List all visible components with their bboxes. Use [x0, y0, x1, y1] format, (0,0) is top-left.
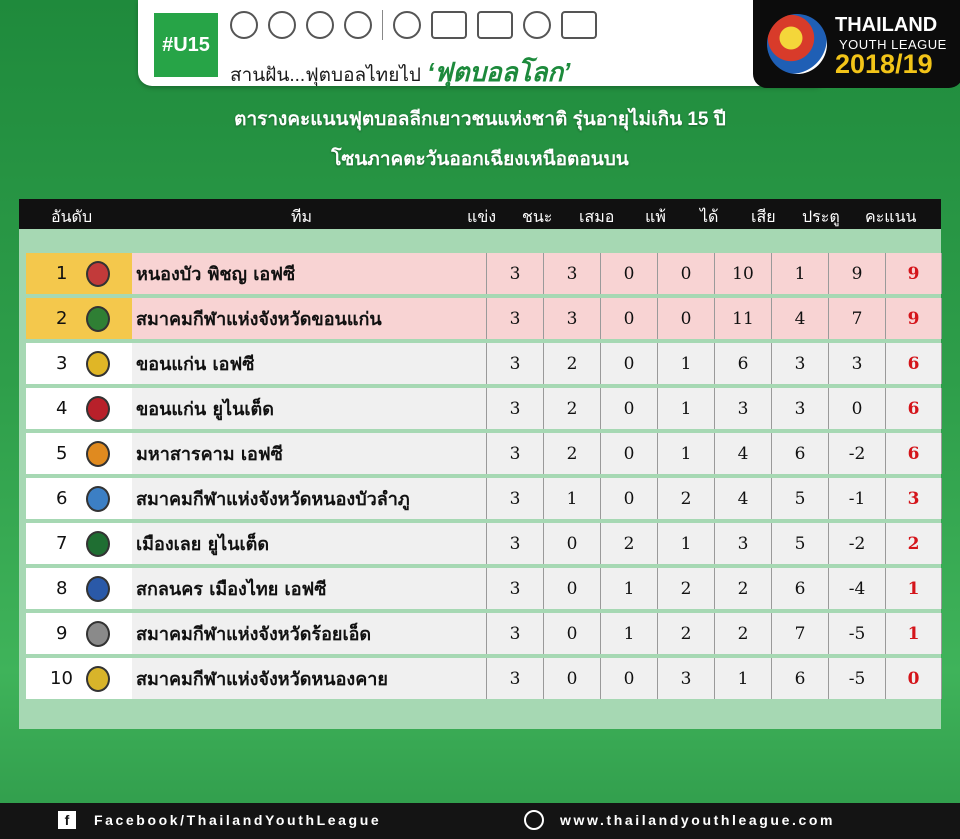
rank-cell: 1: [56, 263, 68, 284]
cell-goal-diff: -5: [828, 658, 885, 699]
cell-won: 0: [543, 568, 600, 609]
cell-won: 2: [543, 343, 600, 384]
cell-goals-for: 3: [714, 388, 771, 429]
rank-cell: 6: [56, 488, 68, 509]
page-subtitle: โซนภาคตะวันออกเฉียงเหนือตอนบน: [331, 149, 629, 170]
rank-cell: 10: [50, 668, 73, 689]
table-row: [26, 568, 941, 609]
cell-goal-diff: -2: [828, 433, 885, 474]
cell-goal-diff: -1: [828, 478, 885, 519]
team-crest-icon: [86, 441, 110, 467]
cell-points: 1: [885, 613, 942, 654]
table-row: [26, 478, 941, 519]
t-sports-icon: [477, 11, 513, 39]
cell-goals-against: 6: [771, 658, 828, 699]
team-crest-icon: [86, 486, 110, 512]
cell-played: 3: [486, 478, 543, 519]
team-name: ขอนแก่น ยูไนเต็ด: [132, 388, 486, 429]
divider: [382, 10, 383, 40]
website-link[interactable]: www.thailandyouthleague.com: [560, 812, 836, 828]
cell-drawn: 0: [600, 388, 657, 429]
team-crest-icon: [86, 576, 110, 602]
cell-lost: 2: [657, 568, 714, 609]
team-name: สมาคมกีฬาแห่งจังหวัดหนองบัวลำภู: [132, 478, 486, 519]
cell-drawn: 1: [600, 613, 657, 654]
cell-goals-against: 6: [771, 433, 828, 474]
col-played: แข่ง: [467, 209, 497, 226]
cell-points: 9: [885, 253, 942, 294]
cell-goals-for: 2: [714, 613, 771, 654]
cell-lost: 3: [657, 658, 714, 699]
cell-goals-for: 4: [714, 478, 771, 519]
cell-lost: 2: [657, 478, 714, 519]
page-title: ตารางคะแนนฟุตบอลลีกเยาวชนแห่งชาติ รุ่นอายุไม่เกิน 15 ปี: [234, 109, 726, 130]
table-row: [26, 658, 941, 699]
cell-goals-against: 7: [771, 613, 828, 654]
cell-points: 6: [885, 433, 942, 474]
team-crest-icon: [86, 306, 110, 332]
cell-goal-diff: 7: [828, 298, 885, 339]
league-season: 2018/19: [835, 49, 933, 79]
cell-goals-for: 10: [714, 253, 771, 294]
rank-cell: 3: [56, 353, 68, 374]
cell-lost: 1: [657, 343, 714, 384]
cell-goals-against: 5: [771, 478, 828, 519]
table-row: [26, 613, 941, 654]
table-row: [26, 343, 941, 384]
league-name-line2: YOUTH LEAGUE: [839, 37, 947, 52]
cell-drawn: 0: [600, 253, 657, 294]
cell-points: 9: [885, 298, 942, 339]
rank-cell: 9: [56, 623, 68, 644]
cell-goal-diff: 3: [828, 343, 885, 384]
cell-goals-for: 6: [714, 343, 771, 384]
table-row: [26, 433, 941, 474]
team-crest-icon: [86, 351, 110, 377]
team-crest-icon: [86, 261, 110, 287]
standings-header: [19, 199, 941, 229]
cell-lost: 2: [657, 613, 714, 654]
cell-won: 0: [543, 613, 600, 654]
cell-goals-for: 1: [714, 658, 771, 699]
cell-played: 3: [486, 523, 543, 564]
cell-goal-diff: 9: [828, 253, 885, 294]
team-name: สมาคมกีฬาแห่งจังหวัดร้อยเอ็ด: [132, 613, 486, 654]
rank-cell: 8: [56, 578, 68, 599]
team-crest-icon: [86, 666, 110, 692]
cell-drawn: 0: [600, 478, 657, 519]
fat-seal-icon: [230, 11, 258, 39]
header-banner: [138, 0, 947, 87]
cell-goals-for: 3: [714, 523, 771, 564]
cell-won: 2: [543, 388, 600, 429]
cell-points: 0: [885, 658, 942, 699]
seal-icon: [344, 11, 372, 39]
cell-played: 3: [486, 343, 543, 384]
table-row: [26, 253, 941, 294]
table-row: [26, 523, 941, 564]
cell-won: 0: [543, 523, 600, 564]
team-name: เมืองเลย ยูไนเต็ด: [132, 523, 486, 564]
nsdf-icon: [393, 11, 421, 39]
table-row: [26, 388, 941, 429]
cell-won: 3: [543, 253, 600, 294]
cell-lost: 1: [657, 523, 714, 564]
cell-goal-diff: -2: [828, 523, 885, 564]
col-lost: แพ้: [645, 209, 666, 226]
cell-points: 6: [885, 343, 942, 384]
cell-played: 3: [486, 433, 543, 474]
league-logo-block: [753, 0, 960, 88]
cell-won: 1: [543, 478, 600, 519]
rank-cell: 2: [56, 308, 68, 329]
col-won: ชนะ: [522, 209, 553, 226]
cell-points: 3: [885, 478, 942, 519]
cell-played: 3: [486, 568, 543, 609]
cell-won: 0: [543, 658, 600, 699]
cell-goals-against: 3: [771, 343, 828, 384]
cell-points: 6: [885, 388, 942, 429]
team-name: มหาสารคาม เอฟซี: [132, 433, 486, 474]
team-crest-icon: [86, 396, 110, 422]
cell-won: 2: [543, 433, 600, 474]
cell-played: 3: [486, 253, 543, 294]
cell-goals-for: 2: [714, 568, 771, 609]
cell-lost: 1: [657, 433, 714, 474]
league-name-line1: THAILAND: [835, 14, 938, 36]
team-name: สกลนคร เมืองไทย เอฟซี: [132, 568, 486, 609]
cell-drawn: 1: [600, 568, 657, 609]
ball-icon: [523, 11, 551, 39]
team-name: สมาคมกีฬาแห่งจังหวัดขอนแก่น: [132, 298, 486, 339]
cell-goal-diff: 0: [828, 388, 885, 429]
cell-played: 3: [486, 298, 543, 339]
sat-icon: [431, 11, 467, 39]
team-name: ขอนแก่น เอฟซี: [132, 343, 486, 384]
cell-drawn: 2: [600, 523, 657, 564]
col-goals-for: ได้: [700, 209, 719, 226]
cell-played: 3: [486, 613, 543, 654]
col-drawn: เสมอ: [579, 209, 615, 226]
col-rank: อันดับ: [51, 209, 93, 226]
cell-lost: 1: [657, 388, 714, 429]
seal-icon: [306, 11, 334, 39]
sponsor-logos: [230, 10, 597, 40]
cell-points: 1: [885, 568, 942, 609]
cell-goal-diff: -4: [828, 568, 885, 609]
cell-drawn: 0: [600, 343, 657, 384]
seal-icon: [268, 11, 296, 39]
cell-drawn: 0: [600, 433, 657, 474]
slogan-prefix: สานฝัน...ฟุตบอลไทยไป: [230, 65, 421, 86]
team-name: สมาคมกีฬาแห่งจังหวัดหนองคาย: [132, 658, 486, 699]
cell-goals-against: 6: [771, 568, 828, 609]
facebook-icon: f: [58, 811, 76, 829]
cell-goals-against: 4: [771, 298, 828, 339]
rank-cell: 5: [56, 443, 68, 464]
slogan-emphasis: ‘ฟุตบอลโลก’: [426, 57, 571, 87]
league-ball-icon: [767, 14, 827, 74]
cell-goals-against: 1: [771, 253, 828, 294]
rank-cell: 4: [56, 398, 68, 419]
cell-goals-for: 4: [714, 433, 771, 474]
team-crest-icon: [86, 621, 110, 647]
cell-played: 3: [486, 388, 543, 429]
col-goal-diff: ประตู: [802, 209, 840, 226]
col-goals-against: เสีย: [751, 209, 776, 226]
cell-played: 3: [486, 658, 543, 699]
team-crest-icon: [86, 531, 110, 557]
cell-lost: 0: [657, 253, 714, 294]
cell-drawn: 0: [600, 658, 657, 699]
cell-goals-against: 5: [771, 523, 828, 564]
table-row: [26, 298, 941, 339]
rank-cell: 7: [56, 533, 68, 554]
grand-sport-icon: [561, 11, 597, 39]
slogan: [230, 52, 570, 93]
cell-lost: 0: [657, 298, 714, 339]
footer: [0, 803, 960, 839]
cell-won: 3: [543, 298, 600, 339]
col-points: คะแนน: [865, 209, 917, 226]
u15-badge: #U15: [154, 13, 218, 77]
team-name: หนองบัว พิชญ เอฟซี: [132, 253, 486, 294]
col-team: ทีม: [291, 209, 313, 226]
cell-goal-diff: -5: [828, 613, 885, 654]
cell-points: 2: [885, 523, 942, 564]
cell-goals-against: 3: [771, 388, 828, 429]
globe-icon: [524, 810, 544, 830]
cell-drawn: 0: [600, 298, 657, 339]
cell-goals-for: 11: [714, 298, 771, 339]
facebook-link[interactable]: Facebook/ThailandYouthLeague: [94, 812, 382, 828]
